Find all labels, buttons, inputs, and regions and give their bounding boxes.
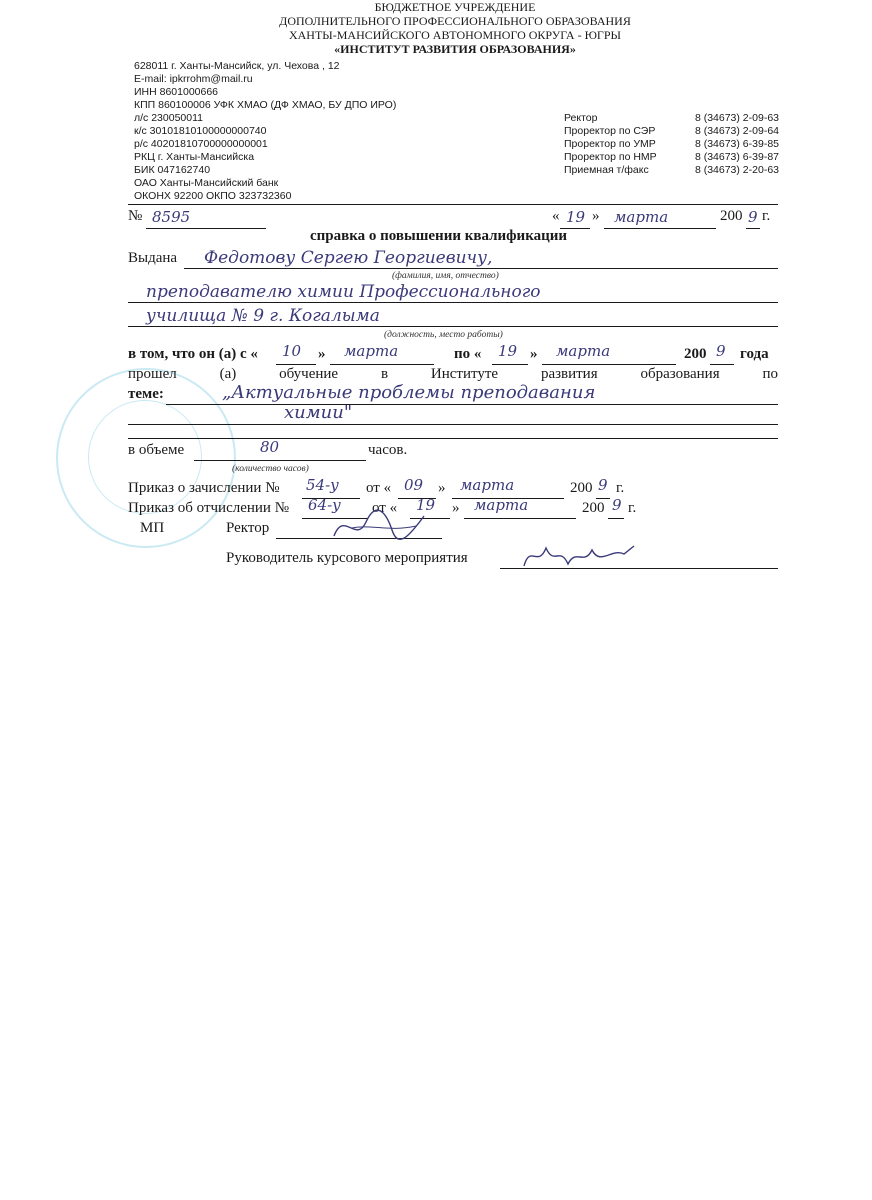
requisite-line: БИК 047162740 <box>134 164 211 176</box>
theme-text-1: „Актуальные проблемы преподавания <box>222 382 596 403</box>
period-from-close: » <box>318 346 326 362</box>
requisite-line: ОАО Ханты-Мансийский банк <box>134 177 279 189</box>
contact-row: Проректор по УМР 8 (34673) 6-39-85 <box>564 138 779 150</box>
volume-value: 80 <box>260 438 280 456</box>
enroll-day: 09 <box>404 476 424 494</box>
enroll-year-suffix: г. <box>616 480 625 496</box>
requisite-line: л/с 230050011 <box>134 112 203 124</box>
period-year-suffix: года <box>740 346 769 362</box>
date-year-prefix: 200 <box>720 208 743 224</box>
enroll-label: Приказ о зачислении № <box>128 480 280 496</box>
expel-number: 64-у <box>308 496 341 514</box>
expel-year-line <box>608 518 624 519</box>
enroll-year-line <box>596 498 610 499</box>
expel-from: от « <box>372 500 398 516</box>
period-from-day-line <box>276 364 316 365</box>
position-text-1: преподавателю химии Профессионального <box>146 282 541 302</box>
enroll-year-digit: 9 <box>598 476 608 494</box>
period-from-month-line <box>330 364 434 365</box>
contacts <box>564 112 779 177</box>
date-year-line <box>746 228 760 229</box>
requisite-line: к/с 30101810100000000740 <box>134 125 267 137</box>
requisite-line: 628011 г. Ханты-Мансийск, ул. Чехова , 12 <box>134 60 340 72</box>
expel-month-line <box>464 518 576 519</box>
period-year-prefix: 200 <box>684 346 707 362</box>
period-from-day: 10 <box>282 342 302 360</box>
enroll-number: 54-у <box>306 476 339 494</box>
header-line-2: ДОПОЛНИТЕЛЬНОГО ПРОФЕССИОНАЛЬНОГО ОБРАЗОВАНИЯ <box>279 14 631 28</box>
head-label: Руководитель курсового мероприятия <box>226 550 468 566</box>
header-divider <box>128 204 778 205</box>
expel-day: 19 <box>416 496 436 514</box>
issued-name: Федотову Сергею Георгиевичу, <box>204 248 493 268</box>
date-year-digit: 9 <box>748 208 758 226</box>
date-day: 19 <box>566 208 586 226</box>
period-to-month: марта <box>556 342 611 360</box>
date-close-quote: » <box>592 208 600 224</box>
requisite-line: ОКОНХ 92200 ОКПО 323732360 <box>134 190 292 202</box>
expel-year-digit: 9 <box>612 496 622 514</box>
header-line-1: БЮДЖЕТНОЕ УЧРЕЖДЕНИЕ <box>374 0 536 14</box>
rector-signature <box>330 504 430 548</box>
head-signature <box>520 536 640 576</box>
period-year-digit: 9 <box>716 342 726 360</box>
requisites <box>134 60 396 203</box>
theme-text-2: химии" <box>284 402 353 423</box>
date-month-line <box>604 228 716 229</box>
requisite-line: р/с 40201810700000000001 <box>134 138 268 150</box>
contact-row: Проректор по НМР 8 (34673) 6-39-87 <box>564 151 779 163</box>
theme-line-1 <box>166 404 778 405</box>
volume-unit: часов. <box>368 442 408 458</box>
volume-caption: (количество часов) <box>232 464 309 474</box>
requisite-line: E-mail: ipkrrohm@mail.ru <box>134 73 253 85</box>
period-from-month: марта <box>344 342 399 360</box>
training-line: прошел (а) обучение в Институте развития образования по <box>128 366 778 382</box>
position-line-2 <box>128 326 778 327</box>
period-to-day-line <box>492 364 528 365</box>
date-year-suffix: г. <box>762 208 771 224</box>
requisite-line: ИНН 8601000666 <box>134 86 219 98</box>
contact-row: Приемная т/факс 8 (34673) 2-20-63 <box>564 164 779 176</box>
contact-row: Ректор 8 (34673) 2-09-63 <box>564 112 779 124</box>
expel-month: марта <box>474 496 529 514</box>
theme-label: теме: <box>128 386 164 402</box>
enroll-from: от « <box>366 480 392 496</box>
requisite-line: РКЦ г. Ханты-Мансийска <box>134 151 255 163</box>
issued-line <box>184 268 778 269</box>
enroll-year-prefix: 200 <box>570 480 593 496</box>
position-line-1 <box>128 302 778 303</box>
period-mid: по « <box>454 346 482 362</box>
doc-number-value: 8595 <box>152 208 191 226</box>
volume-line <box>194 460 366 461</box>
theme-line-3 <box>128 438 778 439</box>
header-line-4: «ИНСТИТУТ РАЗВИТИЯ ОБРАЗОВАНИЯ» <box>334 42 576 56</box>
requisite-line: КПП 860100006 УФК ХМАО (ДФ ХМАО, БУ ДПО ИРО) <box>134 99 397 111</box>
expel-year-suffix: г. <box>628 500 637 516</box>
doc-title: справка о повышении квалификации <box>310 228 568 244</box>
mp-label: МП <box>140 520 165 536</box>
period-prefix: в том, что он (а) с « <box>128 346 258 362</box>
rector-label: Ректор <box>226 520 270 536</box>
expel-year-prefix: 200 <box>582 500 605 516</box>
enroll-month: марта <box>460 476 515 494</box>
period-to-close: » <box>530 346 538 362</box>
volume-label: в объеме <box>128 442 185 458</box>
date-month: марта <box>614 208 669 226</box>
contact-row: Проректор по СЭР 8 (34673) 2-09-64 <box>564 125 779 137</box>
expel-label: Приказ об отчислении № <box>128 500 290 516</box>
period-to-month-line <box>542 364 676 365</box>
position-caption: (должность, место работы) <box>384 330 503 340</box>
issued-label: Выдана <box>128 250 178 266</box>
theme-line-2 <box>128 424 778 425</box>
doc-number-label: № <box>128 208 143 224</box>
period-to-day: 19 <box>498 342 518 360</box>
enroll-close: » <box>438 480 446 496</box>
name-caption: (фамилия, имя, отчество) <box>392 271 499 281</box>
expel-close: » <box>452 500 460 516</box>
doc-number-line <box>146 228 266 229</box>
position-text-2: училища № 9 г. Когалыма <box>146 306 380 326</box>
header-line-3: ХАНТЫ-МАНСИЙСКОГО АВТОНОМНОГО ОКРУГА - ЮГРЫ <box>288 28 622 42</box>
date-open-quote: « <box>552 208 560 224</box>
period-year-line <box>710 364 734 365</box>
